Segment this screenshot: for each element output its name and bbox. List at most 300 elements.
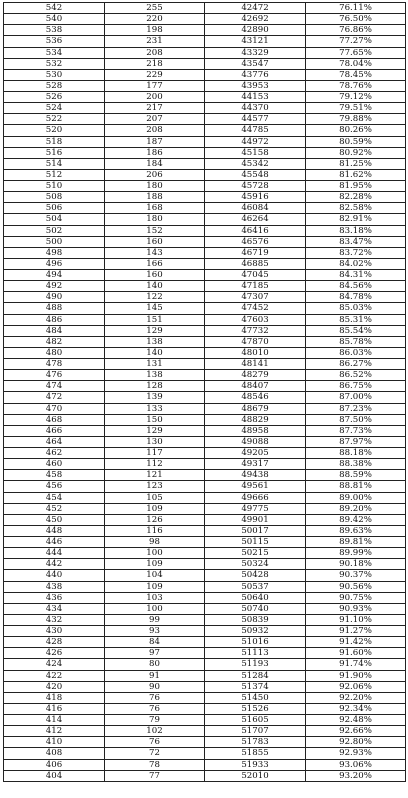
table-row: [4, 436, 406, 447]
table-row: [4, 25, 406, 36]
cumulative-count-cell: 45548: [205, 169, 306, 180]
cumulative-percent-cell: 93.06%: [306, 759, 406, 770]
cumulative-count-cell: 49775: [205, 503, 306, 514]
count-cell: 129: [105, 425, 205, 436]
score-cell: 488: [4, 303, 105, 314]
table-row: [4, 637, 406, 648]
cumulative-percent-cell: 82.28%: [306, 192, 406, 203]
cumulative-percent-cell: 80.92%: [306, 147, 406, 158]
table-row: [4, 303, 406, 314]
table-row: [4, 681, 406, 692]
table-row: [4, 114, 406, 125]
score-cell: 456: [4, 481, 105, 492]
count-cell: 160: [105, 236, 205, 247]
count-cell: 133: [105, 403, 205, 414]
cumulative-count-cell: 51284: [205, 670, 306, 681]
cumulative-count-cell: 49666: [205, 492, 306, 503]
cumulative-percent-cell: 83.47%: [306, 236, 406, 247]
score-cell: 466: [4, 425, 105, 436]
cumulative-percent-cell: 84.78%: [306, 292, 406, 303]
score-cell: 512: [4, 169, 105, 180]
cumulative-count-cell: 51016: [205, 637, 306, 648]
table-row: [4, 58, 406, 69]
count-cell: 188: [105, 192, 205, 203]
table-row: [4, 737, 406, 748]
score-cell: 444: [4, 548, 105, 559]
cumulative-percent-cell: 85.78%: [306, 336, 406, 347]
count-cell: 100: [105, 548, 205, 559]
count-cell: 99: [105, 614, 205, 625]
table-row: [4, 425, 406, 436]
count-cell: 102: [105, 726, 205, 737]
cumulative-percent-cell: 83.18%: [306, 225, 406, 236]
table-row: [4, 492, 406, 503]
cumulative-count-cell: 48958: [205, 425, 306, 436]
score-cell: 530: [4, 69, 105, 80]
score-cell: 534: [4, 47, 105, 58]
cumulative-percent-cell: 93.20%: [306, 770, 406, 781]
cumulative-count-cell: 47307: [205, 292, 306, 303]
count-cell: 208: [105, 47, 205, 58]
cumulative-count-cell: 51193: [205, 659, 306, 670]
count-cell: 97: [105, 648, 205, 659]
cumulative-percent-cell: 84.02%: [306, 258, 406, 269]
count-cell: 76: [105, 692, 205, 703]
count-cell: 130: [105, 436, 205, 447]
cumulative-percent-cell: 91.90%: [306, 670, 406, 681]
cumulative-count-cell: 52010: [205, 770, 306, 781]
table-row: [4, 203, 406, 214]
cumulative-count-cell: 51855: [205, 748, 306, 759]
count-cell: 105: [105, 492, 205, 503]
cumulative-count-cell: 48279: [205, 370, 306, 381]
count-cell: 128: [105, 381, 205, 392]
score-cell: 480: [4, 347, 105, 358]
score-cell: 520: [4, 125, 105, 136]
table-row: [4, 136, 406, 147]
table-row: [4, 692, 406, 703]
table-row: [4, 258, 406, 269]
score-cell: 470: [4, 403, 105, 414]
cumulative-percent-cell: 81.25%: [306, 158, 406, 169]
cumulative-percent-cell: 85.54%: [306, 325, 406, 336]
table-row: [4, 537, 406, 548]
score-cell: 474: [4, 381, 105, 392]
score-cell: 416: [4, 703, 105, 714]
table-row: [4, 570, 406, 581]
count-cell: 77: [105, 770, 205, 781]
cumulative-percent-cell: 80.26%: [306, 125, 406, 136]
score-cell: 472: [4, 392, 105, 403]
table-row: [4, 703, 406, 714]
cumulative-count-cell: 46416: [205, 225, 306, 236]
table-row: [4, 92, 406, 103]
score-cell: 458: [4, 470, 105, 481]
score-cell: 454: [4, 492, 105, 503]
count-cell: 98: [105, 537, 205, 548]
cumulative-count-cell: 49205: [205, 448, 306, 459]
count-cell: 229: [105, 69, 205, 80]
count-cell: 152: [105, 225, 205, 236]
count-cell: 72: [105, 748, 205, 759]
score-cell: 410: [4, 737, 105, 748]
table-row: [4, 80, 406, 91]
cumulative-percent-cell: 78.45%: [306, 69, 406, 80]
table-row: [4, 147, 406, 158]
cumulative-count-cell: 44785: [205, 125, 306, 136]
score-cell: 528: [4, 80, 105, 91]
cumulative-percent-cell: 83.72%: [306, 247, 406, 258]
table-row: [4, 292, 406, 303]
count-cell: 186: [105, 147, 205, 158]
cumulative-percent-cell: 90.75%: [306, 592, 406, 603]
score-cell: 536: [4, 36, 105, 47]
cumulative-count-cell: 49438: [205, 470, 306, 481]
cumulative-percent-cell: 84.56%: [306, 281, 406, 292]
score-cell: 540: [4, 14, 105, 25]
cumulative-count-cell: 51605: [205, 715, 306, 726]
cumulative-count-cell: 48829: [205, 414, 306, 425]
cumulative-percent-cell: 91.60%: [306, 648, 406, 659]
table-row: [4, 158, 406, 169]
cumulative-count-cell: 50428: [205, 570, 306, 581]
cumulative-count-cell: 51374: [205, 681, 306, 692]
score-cell: 408: [4, 748, 105, 759]
cumulative-percent-cell: 92.80%: [306, 737, 406, 748]
count-cell: 112: [105, 459, 205, 470]
cumulative-percent-cell: 76.50%: [306, 14, 406, 25]
cumulative-count-cell: 43121: [205, 36, 306, 47]
cumulative-count-cell: 43329: [205, 47, 306, 58]
cumulative-percent-cell: 78.04%: [306, 58, 406, 69]
count-cell: 220: [105, 14, 205, 25]
cumulative-count-cell: 50215: [205, 548, 306, 559]
table-row: [4, 670, 406, 681]
score-cell: 404: [4, 770, 105, 781]
table-row: [4, 403, 406, 414]
score-cell: 452: [4, 503, 105, 514]
cumulative-percent-cell: 92.93%: [306, 748, 406, 759]
count-cell: 166: [105, 258, 205, 269]
cumulative-percent-cell: 88.18%: [306, 448, 406, 459]
cumulative-count-cell: 47732: [205, 325, 306, 336]
count-cell: 139: [105, 392, 205, 403]
cumulative-percent-cell: 92.34%: [306, 703, 406, 714]
score-cell: 518: [4, 136, 105, 147]
score-cell: 504: [4, 214, 105, 225]
cumulative-count-cell: 51526: [205, 703, 306, 714]
table-row: [4, 559, 406, 570]
cumulative-percent-cell: 79.51%: [306, 103, 406, 114]
cumulative-percent-cell: 91.27%: [306, 626, 406, 637]
count-cell: 121: [105, 470, 205, 481]
cumulative-count-cell: 50115: [205, 537, 306, 548]
table-row: [4, 359, 406, 370]
cumulative-count-cell: 48679: [205, 403, 306, 414]
score-cell: 434: [4, 603, 105, 614]
cumulative-percent-cell: 86.03%: [306, 347, 406, 358]
score-cell: 498: [4, 247, 105, 258]
score-cell: 476: [4, 370, 105, 381]
count-cell: 138: [105, 336, 205, 347]
cumulative-percent-cell: 78.76%: [306, 80, 406, 91]
cumulative-percent-cell: 79.12%: [306, 92, 406, 103]
cumulative-count-cell: 44370: [205, 103, 306, 114]
cumulative-count-cell: 45916: [205, 192, 306, 203]
score-cell: 460: [4, 459, 105, 470]
count-cell: 208: [105, 125, 205, 136]
cumulative-count-cell: 47603: [205, 314, 306, 325]
table-row: [4, 715, 406, 726]
table-row: [4, 770, 406, 781]
table-row: [4, 503, 406, 514]
cumulative-percent-cell: 86.75%: [306, 381, 406, 392]
cumulative-count-cell: 44153: [205, 92, 306, 103]
cumulative-percent-cell: 92.66%: [306, 726, 406, 737]
table-row: [4, 225, 406, 236]
count-cell: 168: [105, 203, 205, 214]
cumulative-percent-cell: 91.74%: [306, 659, 406, 670]
cumulative-count-cell: 49088: [205, 436, 306, 447]
cumulative-percent-cell: 87.73%: [306, 425, 406, 436]
count-cell: 177: [105, 80, 205, 91]
table-row: [4, 603, 406, 614]
table-row: [4, 370, 406, 381]
count-cell: 109: [105, 559, 205, 570]
count-cell: 78: [105, 759, 205, 770]
table-row: [4, 759, 406, 770]
table-row: [4, 347, 406, 358]
count-cell: 116: [105, 525, 205, 536]
cumulative-percent-cell: 90.37%: [306, 570, 406, 581]
table-row: [4, 459, 406, 470]
count-cell: 109: [105, 503, 205, 514]
table-row: [4, 169, 406, 180]
cumulative-percent-cell: 87.97%: [306, 436, 406, 447]
cumulative-percent-cell: 88.59%: [306, 470, 406, 481]
cumulative-percent-cell: 86.27%: [306, 359, 406, 370]
cumulative-count-cell: 43953: [205, 80, 306, 91]
score-cell: 492: [4, 281, 105, 292]
count-cell: 150: [105, 414, 205, 425]
score-cell: 428: [4, 637, 105, 648]
cumulative-count-cell: 47870: [205, 336, 306, 347]
count-cell: 217: [105, 103, 205, 114]
table-row: [4, 659, 406, 670]
count-cell: 84: [105, 637, 205, 648]
cumulative-percent-cell: 87.23%: [306, 403, 406, 414]
cumulative-percent-cell: 77.65%: [306, 47, 406, 58]
cumulative-percent-cell: 88.81%: [306, 481, 406, 492]
score-cell: 440: [4, 570, 105, 581]
table-row: [4, 748, 406, 759]
score-cell: 522: [4, 114, 105, 125]
count-cell: 79: [105, 715, 205, 726]
count-cell: 140: [105, 281, 205, 292]
cumulative-percent-cell: 90.56%: [306, 581, 406, 592]
cumulative-count-cell: 50932: [205, 626, 306, 637]
count-cell: 187: [105, 136, 205, 147]
score-cell: 412: [4, 726, 105, 737]
cumulative-count-cell: 46084: [205, 203, 306, 214]
table-row: [4, 125, 406, 136]
table-row: [4, 548, 406, 559]
count-cell: 103: [105, 592, 205, 603]
table-row: [4, 14, 406, 25]
table-body: [4, 3, 406, 782]
score-cell: 542: [4, 3, 105, 14]
cumulative-count-cell: 42692: [205, 14, 306, 25]
cumulative-percent-cell: 77.27%: [306, 36, 406, 47]
cumulative-percent-cell: 85.03%: [306, 303, 406, 314]
count-cell: 93: [105, 626, 205, 637]
count-cell: 207: [105, 114, 205, 125]
table-row: [4, 325, 406, 336]
cumulative-percent-cell: 79.88%: [306, 114, 406, 125]
cumulative-percent-cell: 92.48%: [306, 715, 406, 726]
score-cell: 436: [4, 592, 105, 603]
score-cell: 468: [4, 414, 105, 425]
cumulative-count-cell: 49561: [205, 481, 306, 492]
count-cell: 76: [105, 737, 205, 748]
score-cell: 420: [4, 681, 105, 692]
cumulative-count-cell: 47045: [205, 270, 306, 281]
score-cell: 486: [4, 314, 105, 325]
table-row: [4, 381, 406, 392]
table-row: [4, 192, 406, 203]
score-cell: 418: [4, 692, 105, 703]
cumulative-count-cell: 48546: [205, 392, 306, 403]
cumulative-count-cell: 42890: [205, 25, 306, 36]
cumulative-count-cell: 51113: [205, 648, 306, 659]
cumulative-count-cell: 43547: [205, 58, 306, 69]
cumulative-percent-cell: 92.06%: [306, 681, 406, 692]
table-row: [4, 525, 406, 536]
cumulative-count-cell: 44972: [205, 136, 306, 147]
table-row: [4, 247, 406, 258]
table-row: [4, 214, 406, 225]
table-row: [4, 514, 406, 525]
cumulative-percent-cell: 89.20%: [306, 503, 406, 514]
cumulative-percent-cell: 87.00%: [306, 392, 406, 403]
count-cell: 206: [105, 169, 205, 180]
cumulative-percent-cell: 84.31%: [306, 270, 406, 281]
cumulative-percent-cell: 92.20%: [306, 692, 406, 703]
cumulative-count-cell: 44577: [205, 114, 306, 125]
cumulative-count-cell: 46576: [205, 236, 306, 247]
table-row: [4, 392, 406, 403]
score-cell: 506: [4, 203, 105, 214]
cumulative-count-cell: 49317: [205, 459, 306, 470]
cumulative-count-cell: 45158: [205, 147, 306, 158]
score-cell: 526: [4, 92, 105, 103]
count-cell: 218: [105, 58, 205, 69]
cumulative-count-cell: 48141: [205, 359, 306, 370]
cumulative-percent-cell: 90.18%: [306, 559, 406, 570]
score-cell: 514: [4, 158, 105, 169]
score-cell: 500: [4, 236, 105, 247]
count-cell: 255: [105, 3, 205, 14]
count-cell: 184: [105, 158, 205, 169]
cumulative-count-cell: 46719: [205, 247, 306, 258]
cumulative-count-cell: 47452: [205, 303, 306, 314]
cumulative-percent-cell: 90.93%: [306, 603, 406, 614]
score-cell: 490: [4, 292, 105, 303]
table-row: [4, 592, 406, 603]
cumulative-count-cell: 49901: [205, 514, 306, 525]
count-cell: 160: [105, 270, 205, 281]
score-cell: 508: [4, 192, 105, 203]
score-distribution-table: [3, 2, 406, 782]
table-row: [4, 281, 406, 292]
cumulative-percent-cell: 81.62%: [306, 169, 406, 180]
cumulative-percent-cell: 87.50%: [306, 414, 406, 425]
cumulative-percent-cell: 89.00%: [306, 492, 406, 503]
cumulative-count-cell: 47185: [205, 281, 306, 292]
count-cell: 104: [105, 570, 205, 581]
score-cell: 446: [4, 537, 105, 548]
table-row: [4, 3, 406, 14]
count-cell: 109: [105, 581, 205, 592]
cumulative-count-cell: 46264: [205, 214, 306, 225]
table-row: [4, 270, 406, 281]
cumulative-percent-cell: 88.38%: [306, 459, 406, 470]
count-cell: 180: [105, 214, 205, 225]
score-cell: 406: [4, 759, 105, 770]
table-row: [4, 414, 406, 425]
cumulative-count-cell: 51450: [205, 692, 306, 703]
score-cell: 478: [4, 359, 105, 370]
count-cell: 138: [105, 370, 205, 381]
count-cell: 90: [105, 681, 205, 692]
cumulative-percent-cell: 89.81%: [306, 537, 406, 548]
cumulative-percent-cell: 89.42%: [306, 514, 406, 525]
score-cell: 422: [4, 670, 105, 681]
count-cell: 80: [105, 659, 205, 670]
score-cell: 430: [4, 626, 105, 637]
table-row: [4, 626, 406, 637]
cumulative-count-cell: 51933: [205, 759, 306, 770]
cumulative-count-cell: 42472: [205, 3, 306, 14]
score-cell: 516: [4, 147, 105, 158]
count-cell: 180: [105, 181, 205, 192]
count-cell: 231: [105, 36, 205, 47]
score-cell: 532: [4, 58, 105, 69]
cumulative-percent-cell: 82.58%: [306, 203, 406, 214]
score-cell: 464: [4, 436, 105, 447]
cumulative-percent-cell: 91.42%: [306, 637, 406, 648]
table-row: [4, 726, 406, 737]
count-cell: 140: [105, 347, 205, 358]
cumulative-percent-cell: 82.91%: [306, 214, 406, 225]
cumulative-count-cell: 50640: [205, 592, 306, 603]
cumulative-percent-cell: 76.11%: [306, 3, 406, 14]
cumulative-count-cell: 46885: [205, 258, 306, 269]
table-row: [4, 336, 406, 347]
count-cell: 117: [105, 448, 205, 459]
count-cell: 76: [105, 703, 205, 714]
score-cell: 448: [4, 525, 105, 536]
cumulative-percent-cell: 89.99%: [306, 548, 406, 559]
cumulative-count-cell: 48407: [205, 381, 306, 392]
cumulative-count-cell: 51783: [205, 737, 306, 748]
score-cell: 502: [4, 225, 105, 236]
table-row: [4, 181, 406, 192]
cumulative-count-cell: 50324: [205, 559, 306, 570]
cumulative-count-cell: 45728: [205, 181, 306, 192]
count-cell: 131: [105, 359, 205, 370]
table-row: [4, 103, 406, 114]
